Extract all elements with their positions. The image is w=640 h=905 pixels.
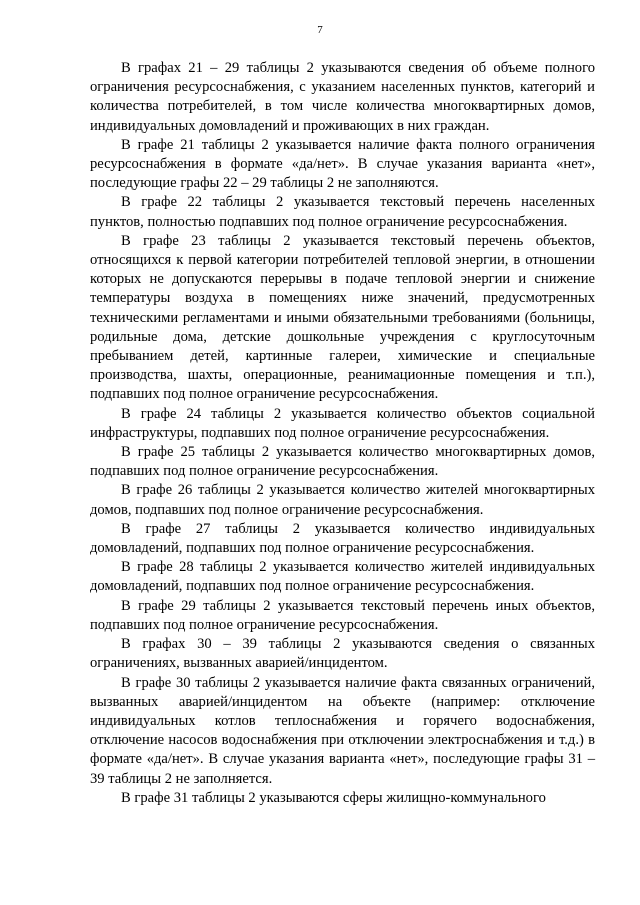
paragraph-graph-27: В графе 27 таблицы 2 указывается количество индивидуальных домовладений, подпавших под полное ограничение ресурсоснабжения. [90,520,595,557]
paragraph-graphs-30-39: В графах 30 – 39 таблицы 2 указываются сведения о связанных ограничениях, вызванных аварией/инцидентом. [90,636,595,672]
page-number: 7 [317,24,323,36]
paragraph-graph-26: В графе 26 таблицы 2 указывается количество жителей многоквартирных домов, подпавших под полное ограничение ресурсоснабжения. [90,482,595,518]
paragraph-graph-28: В графе 28 таблицы 2 указывается количество жителей индивидуальных домовладений, подпавших под полное ограничение ресурсоснабжения. [90,559,595,595]
paragraph-graph-21: В графе 21 таблицы 2 указывается наличие факта полного ограничения ресурсоснабжения в формате «да/нет». В случае указания варианта «нет», последующие графы 22 – 29 таблицы 2 не заполняются. [90,136,595,192]
paragraph-graph-31: В графе 31 таблицы 2 указываются сферы жилищно-коммунального [121,789,546,806]
paragraph-graphs-21-29: В графах 21 – 29 таблицы 2 указываются сведения об объеме полного ограничения ресурсоснабжения, с указанием населенных пунктов, категорий и количества потребителей, в том числе количества многоквартирных домов, индивидуальных домовладений и проживающих в них граждан. [90,60,595,134]
paragraph-graph-23: В графе 23 таблицы 2 указывается текстовый перечень объектов, относящихся к первой категории потребителей тепловой энергии, в отношении которых не допускаются перерывы в подаче тепловой энергии и снижение температуры воздуха в помещениях ниже значений, предусмотренных техническими регламентами и иными обязательными требованиями (больницы, родильные дома, детские дошкольные учреждения с круглосуточным пребыванием детей, картинные галереи, химические и специальные производства, шахты, операционные, реанимационные помещения и т.п.), подпавших под полное ограничение ресурсоснабжения. [90,232,595,403]
paragraph-graph-30: В графе 30 таблицы 2 указывается наличие факта связанных ограничений, вызванных аварией/инцидентом на объекте (например: отключение индивидуальных котлов теплоснабжения и горячего водоснабжения, отключение насосов водоснабжения при отключении электроснабжения и т.д.) в формате «да/нет». В случае указания варианта «нет», последующие графы 31 – 39 таблицы 2 не заполняется. [90,674,595,787]
document-body [90,59,595,808]
paragraph-graph-29: В графе 29 таблицы 2 указывается текстовый перечень иных объектов, подпавших под полное ограничение ресурсоснабжения. [90,597,595,633]
paragraph-graph-25: В графе 25 таблицы 2 указывается количество многоквартирных домов, подпавших под полное ограничение ресурсоснабжения. [90,444,595,480]
paragraph-graph-24: В графе 24 таблицы 2 указывается количество объектов социальной инфраструктуры, подпавших под полное ограничение ресурсоснабжения. [90,405,595,441]
paragraph-graph-22: В графе 22 таблицы 2 указывается текстовый перечень населенных пунктов, полностью подпавших под полное ограничение ресурсоснабжения. [90,194,595,230]
